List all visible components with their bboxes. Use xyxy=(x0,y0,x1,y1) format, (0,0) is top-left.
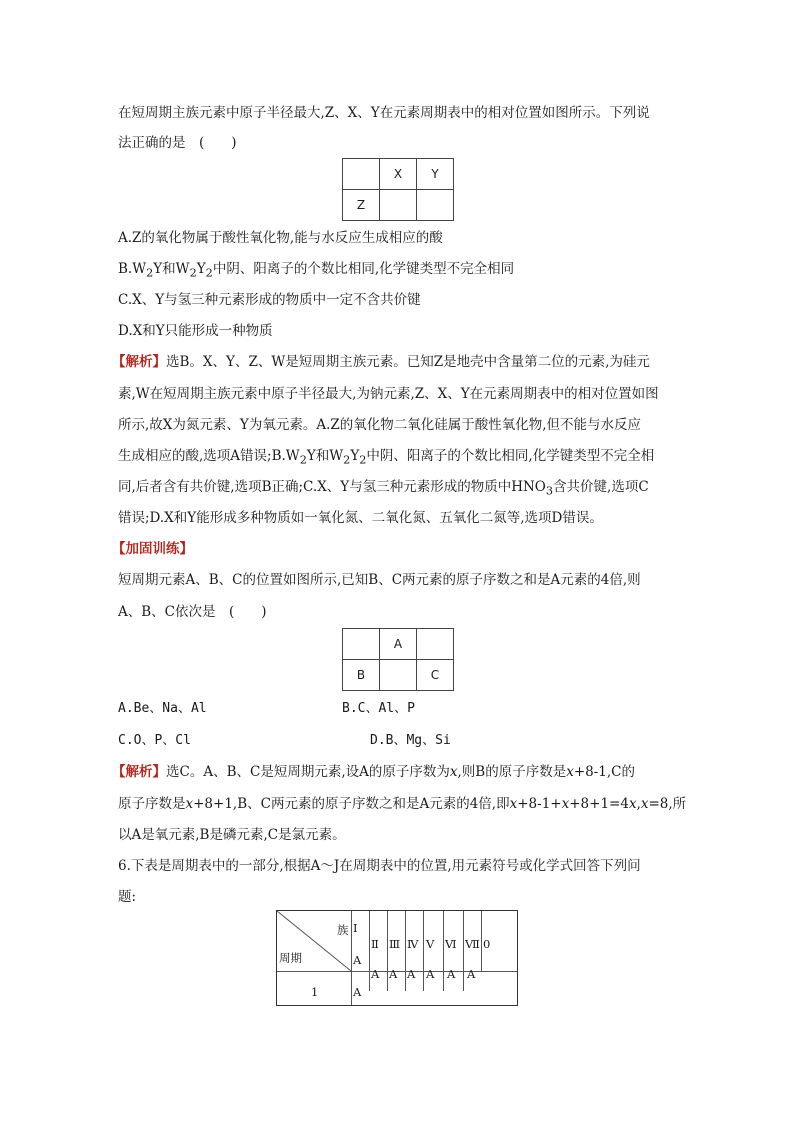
period-header: 周期 xyxy=(279,951,302,965)
text: 同,后者含有共价键,选项B正确;C.X、Y与氢三种元素形成的物质中HNO xyxy=(118,479,546,495)
q1-analysis-line5 xyxy=(118,478,649,501)
practice-cell xyxy=(380,660,417,691)
practice-analysis-line3: 以A是氧元素,B是磷元素,C是氯元素。 xyxy=(118,827,346,843)
q1-cell xyxy=(417,190,454,221)
q1-stem-line1: 在短周期主族元素中原子半径最大,Z、X、Y在元素周期表中的相对位置如图所示。下列说 xyxy=(118,105,650,121)
variable: x xyxy=(561,796,570,812)
variable: x xyxy=(509,796,518,812)
divider xyxy=(369,911,370,991)
q6-stem-line2: 题: xyxy=(118,889,137,905)
text: 中阴、阳离子的个数比相同,化学键类型不完全相 xyxy=(366,448,655,464)
text: 选C。A、B、C是短周期元素,设A的原子序数为 xyxy=(166,764,450,780)
divider xyxy=(387,911,388,991)
q1-analysis-line1 xyxy=(112,353,650,371)
text: ,则B的原子序数是 xyxy=(457,764,567,780)
periodic-table-fragment xyxy=(276,910,518,1006)
practice-cell xyxy=(417,629,454,660)
divider xyxy=(351,911,352,1005)
practice-option-b: B.C、Al、P xyxy=(342,701,415,716)
practice-option-d: D.B、Mg、Si xyxy=(370,733,451,748)
practice-cell: C xyxy=(417,660,454,691)
group-label: Ⅳ xyxy=(407,937,419,951)
subscript: 2 xyxy=(146,266,154,280)
practice-analysis-line2 xyxy=(118,795,686,813)
q1-cell: Z xyxy=(343,190,380,221)
group-suffix: A xyxy=(447,967,456,981)
variable: x xyxy=(185,796,194,812)
q1-option-d: D.X和Y只能形成一种物质 xyxy=(118,323,273,339)
variable: x xyxy=(628,796,637,812)
q1-cell: Y xyxy=(417,159,454,190)
text: Y xyxy=(196,261,206,277)
text: 选B。X、Y、Z、W是短周期主族元素。已知Z是地壳中含量第二位的元素,为硅元 xyxy=(166,354,650,370)
row-group-letter: A xyxy=(353,985,362,999)
subscript: 3 xyxy=(545,484,554,498)
group-label: Ⅵ xyxy=(445,937,457,951)
analysis-tag: 【解析】 xyxy=(112,354,166,370)
text: 含共价键,选项C xyxy=(553,479,649,495)
q1-analysis-line4 xyxy=(118,447,654,470)
group-label: Ⅶ xyxy=(465,937,480,951)
text: B.W xyxy=(118,261,147,277)
divider xyxy=(463,911,464,991)
group-suffix: A xyxy=(353,953,362,967)
text: , xyxy=(636,796,641,812)
text: +8-1,C的 xyxy=(573,764,636,780)
text: +8-1+ xyxy=(517,796,562,812)
subscript: 2 xyxy=(205,266,213,280)
group-label: Ⅱ xyxy=(371,937,379,951)
divider xyxy=(405,911,406,991)
practice-option-c: C.O、P、Cl xyxy=(118,733,191,748)
text: Y xyxy=(350,448,360,464)
group-suffix: A xyxy=(389,967,398,981)
divider xyxy=(423,911,424,991)
group-label: Ⅴ xyxy=(426,937,435,951)
text: +8+1,B、C两元素的原子序数之和是A元素的4倍,即 xyxy=(193,796,510,812)
q1-option-b xyxy=(118,260,514,283)
q1-stem-line2: 法正确的是 ( ) xyxy=(118,135,237,151)
q1-analysis-line2: 素,W在短周期主族元素中原子半径最大,为钠元素,Z、X、Y在元素周期表中的相对位置如图 xyxy=(118,386,659,402)
q6-stem-line1: 6.下表是周期表中的一部分,根据A～J在周期表中的位置,用元素符号或化学式回答下列问 xyxy=(118,858,641,874)
group-label: 0 xyxy=(483,937,491,951)
subscript: 2 xyxy=(189,266,197,280)
text: Y和W xyxy=(153,261,190,277)
practice-cell: A xyxy=(380,629,417,660)
practice-cell xyxy=(343,629,380,660)
q1-option-c: C.X、Y与氢三种元素形成的物质中一定不含共价键 xyxy=(118,292,421,308)
practice-stem-line1: 短周期元素A、B、C的位置如图所示,已知B、C两元素的原子序数之和是A元素的4倍,则 xyxy=(118,572,641,588)
subscript: 2 xyxy=(359,453,367,467)
practice-stem-line2: A、B、C依次是 ( ) xyxy=(118,604,267,620)
q1-cell xyxy=(380,190,417,221)
practice-heading: 【加固训练】 xyxy=(112,541,193,557)
variable: x xyxy=(566,764,574,780)
group-label: Ⅰ xyxy=(353,921,358,935)
q1-analysis-line6: 错误;D.X和Y能形成多种物质如一氧化氮、二氧化氮、五氧化二氮等,选项D错误。 xyxy=(118,510,603,526)
analysis-tag: 【解析】 xyxy=(112,764,166,780)
text: Y和W xyxy=(306,448,344,464)
group-label: Ⅲ xyxy=(389,937,401,951)
text: 原子序数是 xyxy=(118,796,186,812)
text: 中阴、阳离子的个数比相同,化学键类型不完全相同 xyxy=(212,261,515,277)
group-suffix: A xyxy=(407,967,416,981)
divider xyxy=(443,911,444,991)
q1-cell xyxy=(343,159,380,190)
group-suffix: A xyxy=(467,967,476,981)
practice-analysis-line1 xyxy=(112,763,635,781)
variable: x xyxy=(640,796,649,812)
q1-position-table xyxy=(342,158,454,221)
group-header: 族 xyxy=(337,923,349,937)
text: +8+1=4 xyxy=(569,796,629,812)
q1-option-a: A.Z的氧化物属于酸性氧化物,能与水反应生成相应的酸 xyxy=(118,230,443,246)
variable: x xyxy=(449,764,458,780)
practice-position-table xyxy=(342,628,454,691)
practice-option-a: A.Be、Na、Al xyxy=(118,701,207,716)
group-suffix: A xyxy=(426,967,435,981)
subscript: 2 xyxy=(299,453,307,467)
q1-cell: X xyxy=(380,159,417,190)
period-number: 1 xyxy=(311,985,319,999)
text: 生成相应的酸,选项A错误;B.W xyxy=(118,448,300,464)
q1-analysis-line3: 所示,故X为氮元素、Y为氧元素。A.Z的氧化物二氧化硅属于酸性氧化物,但不能与水反应 xyxy=(118,417,642,433)
group-suffix: A xyxy=(371,967,380,981)
text: =8,所 xyxy=(648,796,687,812)
practice-cell: B xyxy=(343,660,380,691)
subscript: 2 xyxy=(343,453,351,467)
divider xyxy=(481,911,482,971)
